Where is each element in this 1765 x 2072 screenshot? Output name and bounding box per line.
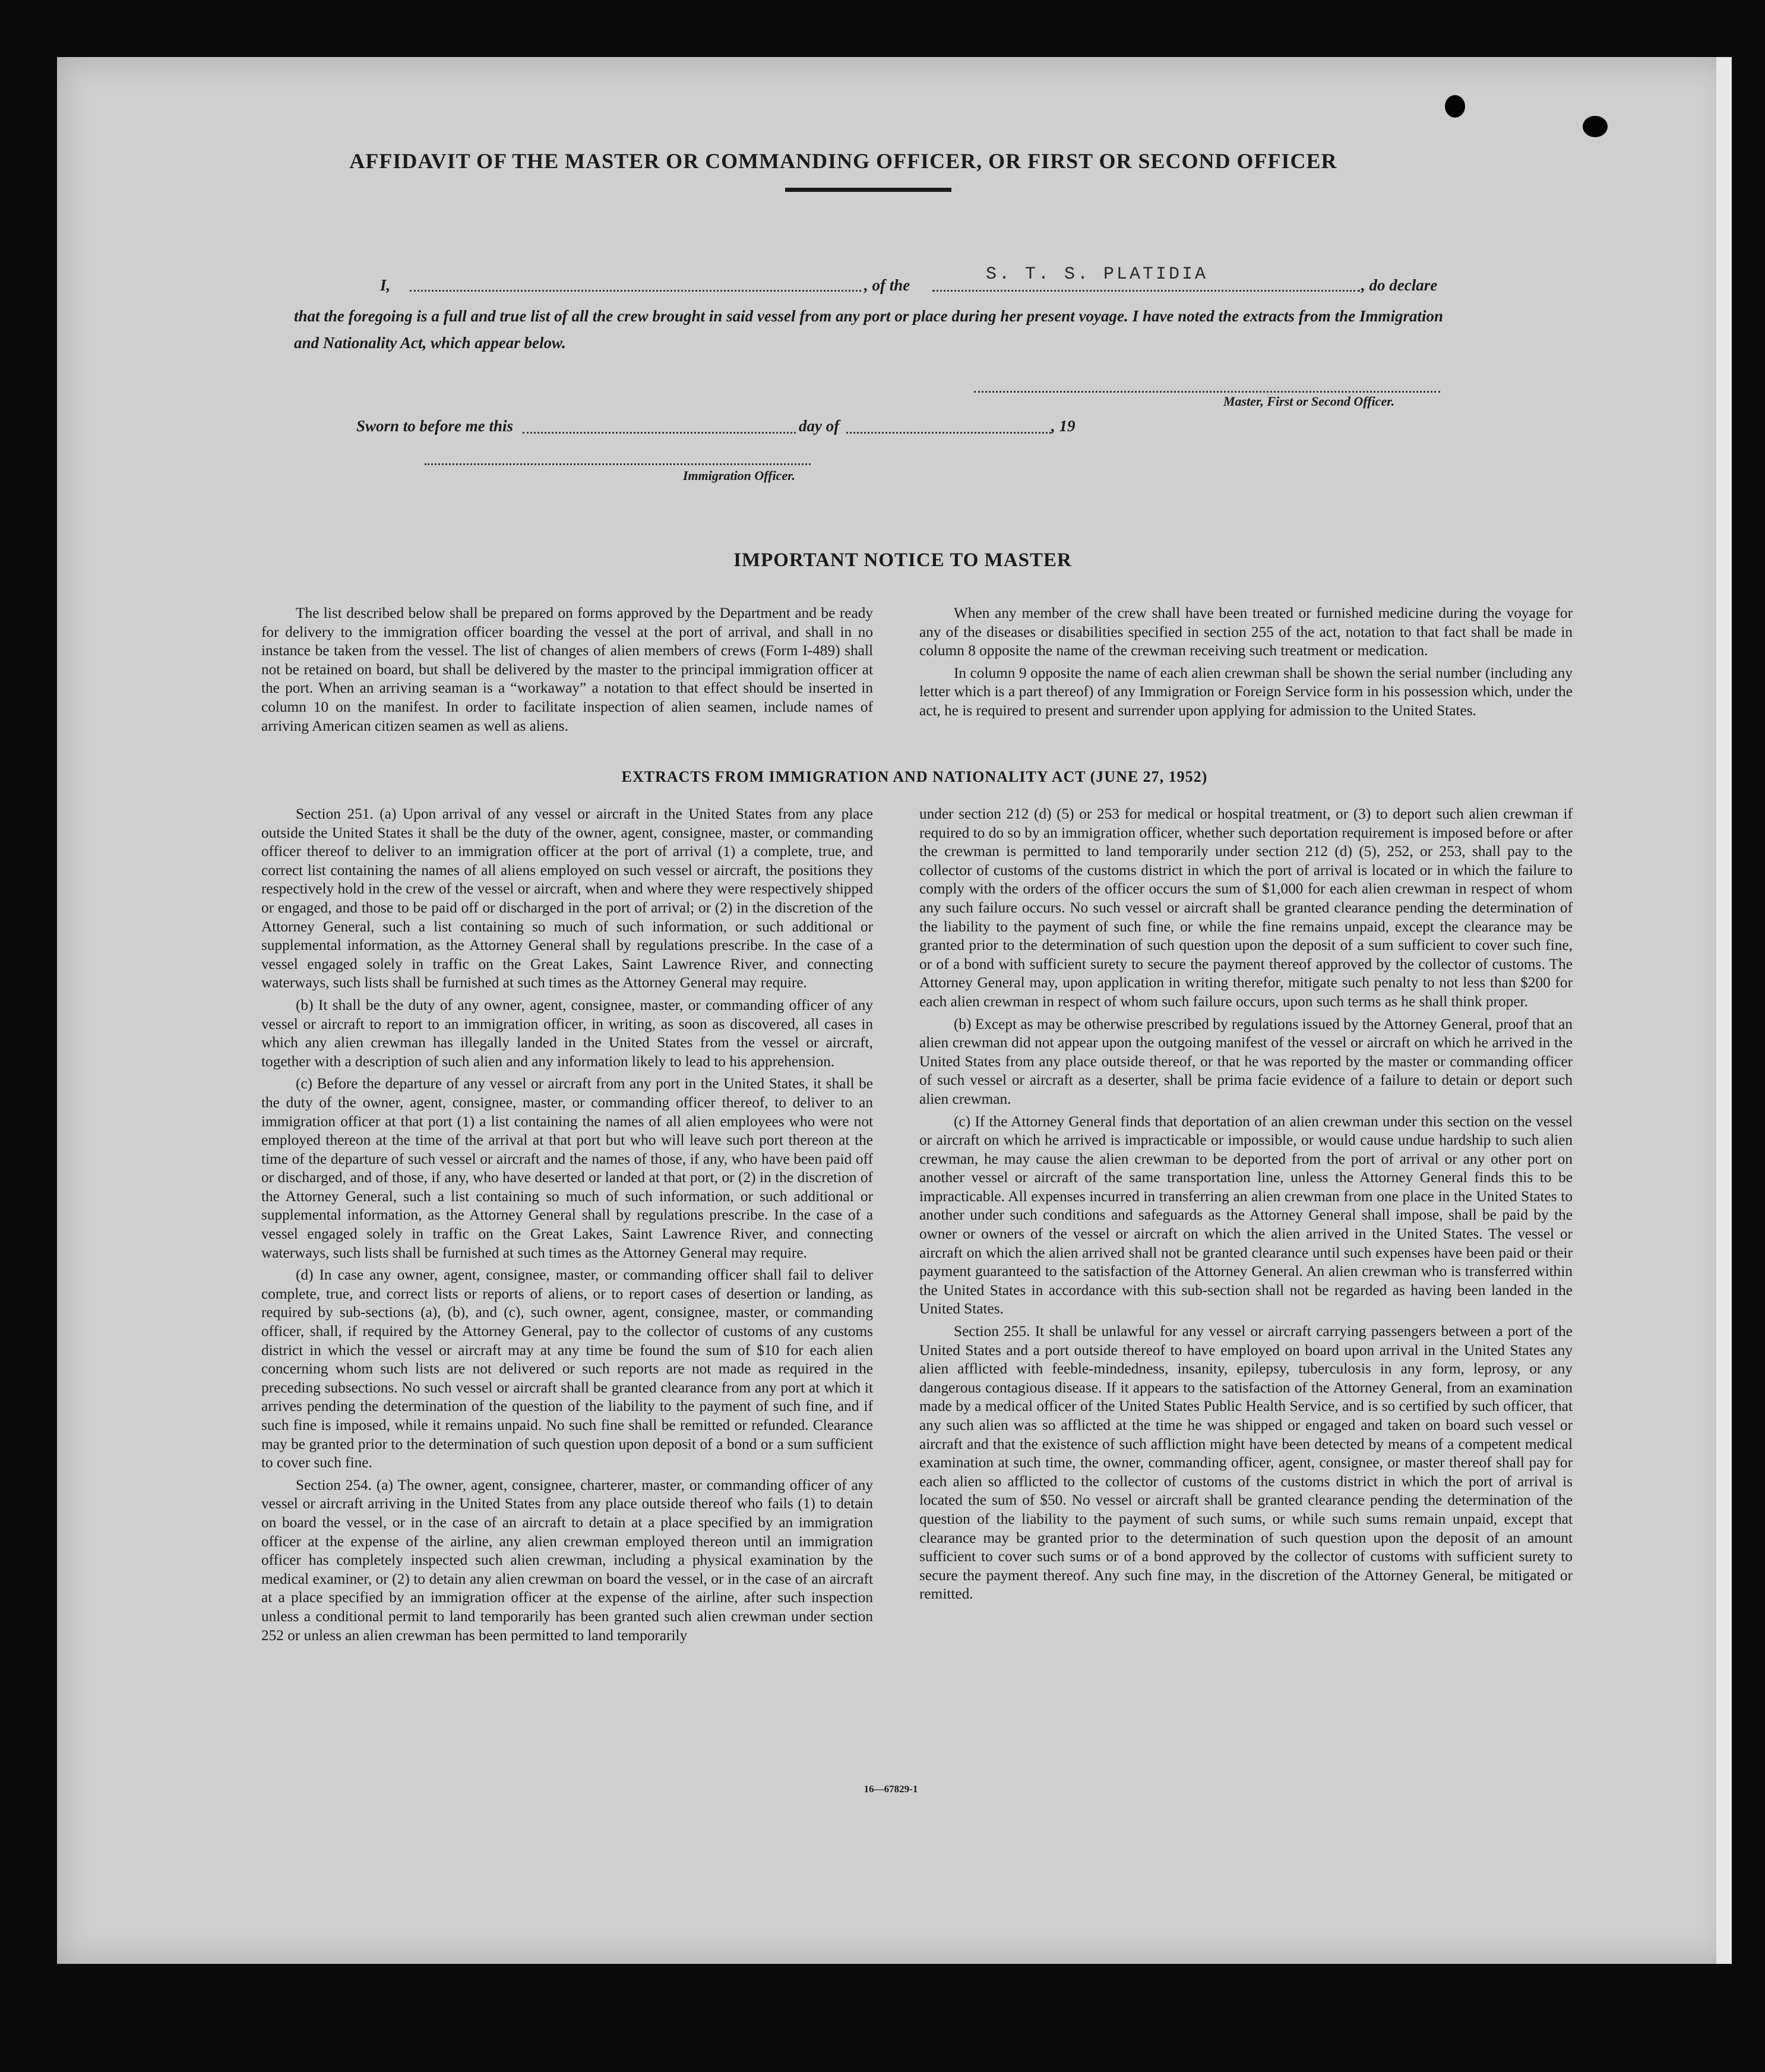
form-number: 16—67829-1 <box>863 1783 918 1795</box>
extracts-right-column <box>919 805 1573 1607</box>
section-255: Section 255. It shall be unlawful for any vessel or aircraft carrying passengers between a port of the United States and a port outside thereof to have employed on board upon arrival in the United States any alien afflicted with feeble-mindedness, insanity, epilepsy, tuberculosis in any form, leprosy, or any dangerous contagious disease. If it appears to the satisfaction of the Attorney General, from an examination made by a medical officer of the United States Public Health Service, and is so certified by such officer, that any such alien was so afflicted at the time he was shipped or engaged and taken on board such vessel or aircraft and that the existence of such affliction might have been detected by means of a competent medical examination at such time, the owner, commanding officer, agent, consignee, or master thereof shall pay for each alien so afflicted to the collector of customs of the customs district in which the port of arrival is located the sum of $50. No vessel or aircraft shall be granted clearance pending the determination of the question of the liability to the payment of such sums, or while such sums remain unpaid, except that clearance may be granted prior to the determination of such question upon the deposit of an amount sufficient to cover such sums or of a bond approved by the collector of customs with sufficient surety to secure the payment thereof. Any such fine may, in the discretion of the Attorney General, be mitigated or remitted. <box>919 1323 1573 1603</box>
notice-right-paragraph: When any member of the crew shall have been treated or furnished medicine during the voyage for any of the diseases or disabilities specified in section 255 of the act, notation to that fact shall be made in column 8 opposite the name of the crewman receiving such treatment or medication. <box>919 605 1573 659</box>
sworn-label: Sworn to before me this <box>356 417 514 435</box>
day-blank <box>523 432 796 434</box>
master-signature-line <box>974 391 1440 393</box>
i-label: I, <box>380 276 391 294</box>
notice-right-paragraph: In column 9 opposite the name of each alien crewman shall be shown the serial number (including any letter which is a part thereof) of any Immigration or Foreign Service form in his possession which, under the act, he is required to present and surrender upon applying for admission to the United States. <box>919 664 1573 719</box>
master-signature-label: Master, First or Second Officer. <box>1223 394 1395 409</box>
month-blank <box>846 432 1051 434</box>
vessel-blank <box>932 290 1360 292</box>
section-251a: Section 251. (a) Upon arrival of any vessel or aircraft in the United States from any place outside the United States it shall be the duty of the owner, agent, consignee, master, or commanding officer thereof to deliver to an immigration officer at the port of arrival (1) a complete, true, and correct list containing the names of all aliens employed on such vessel or aircraft, the positions they respectively hold in the crew of the vessel or aircraft, when and where they were respectively shipped or engaged, and those to be paid off or discharged in the port of arrival; or (2) in the discretion of the Attorney General, such a list containing so much of such information, or such additional or supplemental information, as the Attorney General shall by regulations prescribe. In the case of a vessel engaged solely in traffic on the Great Lakes, Saint Lawrence River, and connecting waterways, such lists shall be furnished at such times as the Attorney General may require. <box>261 806 873 991</box>
notice-left-paragraph: The list described below shall be prepared on forms approved by the Department and be ready for delivery to the immigration officer boarding the vessel at the port of arrival, and shall in no instance be taken from the vessel. The list of changes of alien members of crews (Form I-489) shall not be retained on board, but shall be delivered by the master to the principal immigration officer at the port. When an arriving seaman is a “workaway” a notation to that effect should be inserted in column 10 on the manifest. In order to facilitate inspection of alien seamen, include names of arriving American citizen seamen as well as aliens. <box>261 605 873 734</box>
section-251b: (b) It shall be the duty of any owner, agent, consignee, master, or commanding officer of any vessel or aircraft to report to an immigration officer, in writing, as soon as discovered, all cases in which any alien crewman has illegally landed in the United States from the vessel or aircraft, together with a description of such alien and any information likely to lead to his apprehension. <box>261 996 873 1070</box>
section-254b: (b) Except as may be otherwise prescribed by regulations issued by the Attorney General, proof that an alien crewman did not appear upon the outgoing manifest of the vessel or aircraft on which he arrived in the United States from any place outside thereof, or that he was reported by the master or commanding officer of such vessel or aircraft as a deserter, shall be prima facie evidence of a failure to detain or deport such alien crewman. <box>919 1015 1573 1107</box>
extracts-heading: EXTRACTS FROM IMMIGRATION AND NATIONALITY ACT (JUNE 27, 1952) <box>621 768 1208 785</box>
officer-signature-line <box>425 463 811 465</box>
affidavit-title: AFFIDAVIT OF THE MASTER OR COMMANDING OFFICER, OR FIRST OR SECOND OFFICER <box>349 149 1337 173</box>
section-251d: (d) In case any owner, agent, consignee, master, or commanding officer shall fail to deliver complete, true, and correct lists or reports of aliens, or to report cases of desertion or landing, as required by sub-sections (a), (b), and (c), such owner, agent, consignee, master, or commanding officer, shall, if required by the Attorney General, pay to the collector of customs of any customs district in which the vessel or aircraft may at any time be found the sum of $10 for each alien concerning whom such lists are not delivered or such reports are not made as required in the preceding subsections. No such vessel or aircraft shall be granted clearance from any port at which it arrives pending the determination of the question of the liability to the payment of such fine, and if such fine is imposed, while it remains unpaid. No such fine shall be remitted or refunded. Clearance may be granted prior to the determination of such question upon deposit of a bond or a sum sufficient to cover such fine. <box>261 1266 873 1471</box>
of-the-label: , of the <box>864 276 910 294</box>
punch-hole-icon <box>1445 95 1465 118</box>
title-rule <box>785 188 951 192</box>
officer-signature-label: Immigration Officer. <box>683 468 796 483</box>
section-254c: (c) If the Attorney General finds that deportation of an alien crewman under this section on the vessel or aircraft on which he arrived is impracticable or impossible, or would cause undue hardship to such alien crewman, he may cause the alien crewman to be deported from the port of arrival or any other port on another vessel or aircraft of the same transportation line, unless the Attorney General finds this to be impracticable. All expenses incurred in transferring an alien crewman from one place in the United States to another under such conditions and safeguards as the Attorney General shall impose, shall be paid by the owner or owners of the vessel or aircraft on which the alien arrived in the United States. The vessel or aircraft on which the alien arrived shall not be granted clearance until such expenses have been paid or their payment guaranteed to the satisfaction of the Attorney General. An alien crewman who is transferred within the United States in accordance with this sub-section shall not be regarded as having been landed in the United States. <box>919 1113 1573 1318</box>
day-of-label: day of <box>799 417 840 435</box>
vessel-name: S. T. S. PLATIDIA <box>986 264 1209 285</box>
page-edge <box>1716 57 1732 1964</box>
section-251c: (c) Before the departure of any vessel or aircraft from any port in the United States, it shall be the duty of the owner, agent, consignee, master, or commanding officer thereof, to deliver to an immigration officer at that port (1) a list containing the names of all alien employees who were not employed thereon at the time of the arrival at that port but who will leave such port thereon at the time of the departure of such vessel or aircraft and the names of those, if any, who have been paid off or discharged, and of those, if any, who have deserted or landed at that port, or (2) in the discretion of the Attorney General, such a list containing so much of such information, or such additional or supplemental information, as the Attorney General shall by regulations prescribe. In the case of a vessel engaged solely in traffic on the Great Lakes, Saint Lawrence River, and connecting waterways, such lists shall be furnished at such times as the Attorney General may require. <box>261 1075 873 1261</box>
notice-right-column <box>919 604 1573 724</box>
notice-left-column <box>261 604 873 739</box>
extracts-left-column <box>261 805 873 1648</box>
declaration-text: that the foregoing is a full and true list of all the crew brought in said vessel from any port or place during her present voyage. I have noted the extracts from the Immigration and Nationality Act, which appear below. <box>294 307 1443 352</box>
year-label: , 19 <box>1051 417 1076 435</box>
punch-hole-icon <box>1583 116 1608 137</box>
name-blank <box>410 290 861 292</box>
section-254a: Section 254. (a) The owner, agent, consignee, charterer, master, or commanding officer of any vessel or aircraft arriving in the United States from any place outside thereof who fails (1) to detain on board the vessel, or in the case of an aircraft to detain at a place specified by an immigration officer at the expense of the airline, any alien crewman employed thereon until an immigration officer has completely inspected such alien crewman, including a physical examination by the medical examiner, or (2) to detain any alien crewman on board the vessel, or in the case of an aircraft at a place specified by an immigration officer at the expense of the airline, after such inspection unless a conditional permit to land temporarily has been granted such alien crewman under section 252 or unless an alien crewman has been permitted to land temporarily <box>261 1476 873 1644</box>
section-254a-continued: under section 212 (d) (5) or 253 for medical or hospital treatment, or (3) to deport such alien crewman if required to do so by an immigration officer, whether such deportation requirement is imposed before or after the crewman is permitted to land temporarily under section 212 (d) (5), 252, or 253, shall pay to the collector of customs of the customs district in which the port of arrival is located or in which the failure to comply with the orders of the officer occurs the sum of $1,000 for each alien crewman in respect of whom any such failure occurs. No such vessel or aircraft shall be granted clearance pending the determination of the liability to the payment of such fine, or while the fine remains unpaid, except the clearance may be granted prior to the determination of such question upon the deposit of a sum sufficient to cover such fine, or of a bond with sufficient surety to secure the payment thereof approved by the collector of customs. The Attorney General may, upon application in writing therefor, mitigate such penalty to not less than $200 for each alien crewman in respect of whom such failure occurs, upon such terms as he shall think proper. <box>919 806 1573 1010</box>
notice-heading: IMPORTANT NOTICE TO MASTER <box>733 549 1072 571</box>
do-declare-label: , do declare <box>1361 276 1438 294</box>
